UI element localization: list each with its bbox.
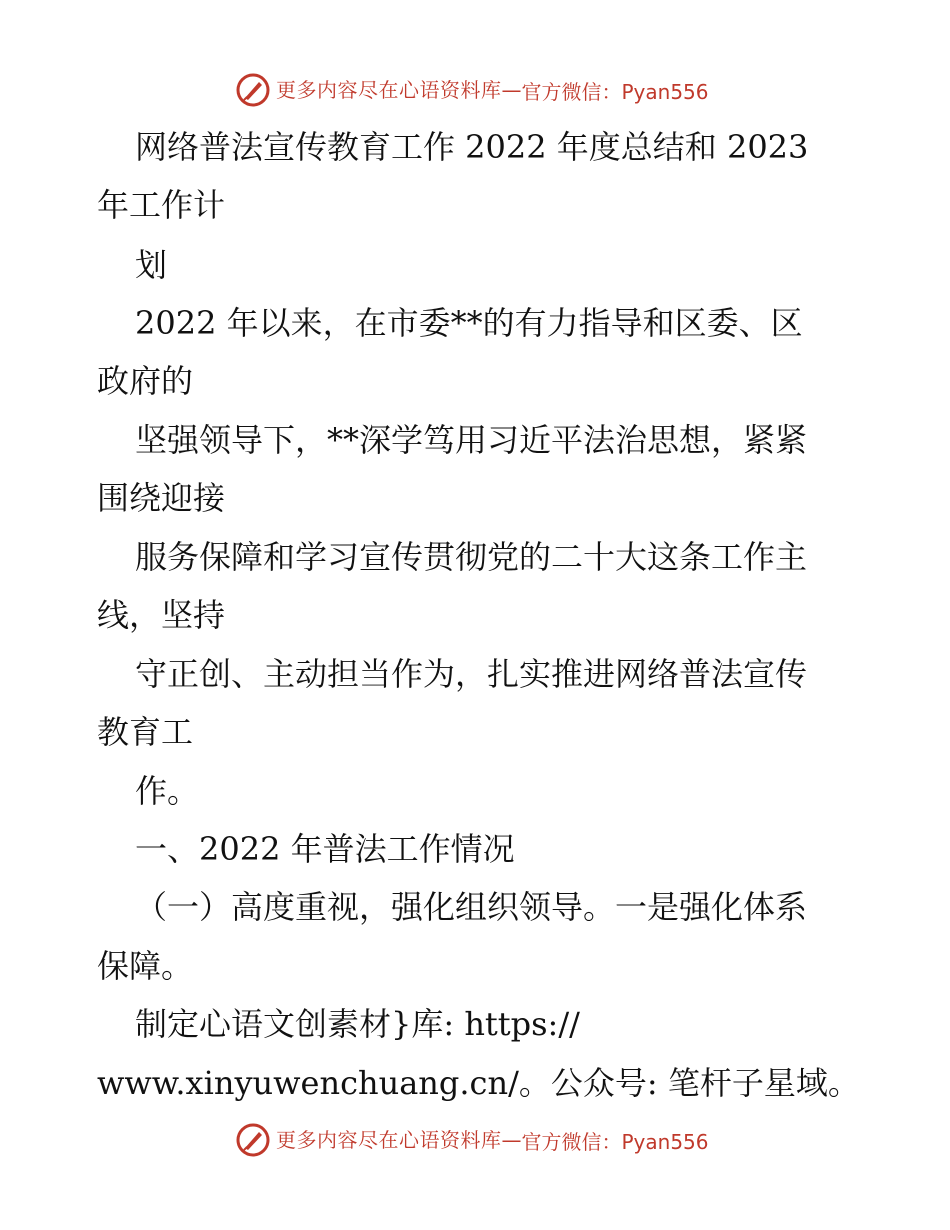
watermark-text: 更多内容尽在心语资料库	[276, 78, 502, 102]
doc-line: 2022 年以来，在市委**的有力指导和区委、区	[135, 304, 803, 342]
doc-line: 政府的	[97, 362, 194, 400]
doc-line: 服务保障和学习宣传贯彻党的二十大这条工作主	[135, 538, 808, 576]
section-heading: 一、2022 年普法工作情况	[135, 830, 515, 868]
doc-line: 网络普法宣传教育工作 2022 年度总结和 2023	[135, 128, 809, 166]
watermark-subtext: 官方微信：Pyan556	[521, 79, 709, 104]
watermark-subtext: 官方微信：Pyan556	[521, 1129, 709, 1154]
doc-line: 守正创、主动担当作为，扎实推进网络普法宣传	[135, 655, 808, 693]
doc-line: 划	[135, 246, 168, 284]
quill-logo-icon	[236, 73, 270, 107]
header-watermark	[236, 70, 709, 110]
doc-line: （一）高度重视，强化组织领导。一是强化体系	[135, 888, 808, 926]
doc-line: 年工作计	[97, 186, 226, 224]
doc-line: 保障。	[97, 947, 194, 985]
watermark-dash: —	[501, 1128, 522, 1152]
doc-line-url: www.xinyuwenchuang.cn/。公众号: 笔杆子星域。	[97, 1064, 860, 1102]
watermark-dash: —	[501, 78, 522, 102]
doc-line: 制定心语文创素材}库: https://	[135, 1005, 580, 1043]
watermark-text: 更多内容尽在心语资料库	[276, 1128, 502, 1152]
footer-watermark	[236, 1120, 709, 1160]
doc-line: 坚强领导下，**深学笃用习近平法治思想，紧紧	[135, 421, 808, 459]
doc-line: 教育工	[97, 713, 194, 751]
doc-line: 围绕迎接	[97, 479, 226, 517]
doc-line: 作。	[135, 772, 200, 810]
quill-logo-icon	[236, 1123, 270, 1157]
doc-line: 线，坚持	[97, 596, 226, 634]
